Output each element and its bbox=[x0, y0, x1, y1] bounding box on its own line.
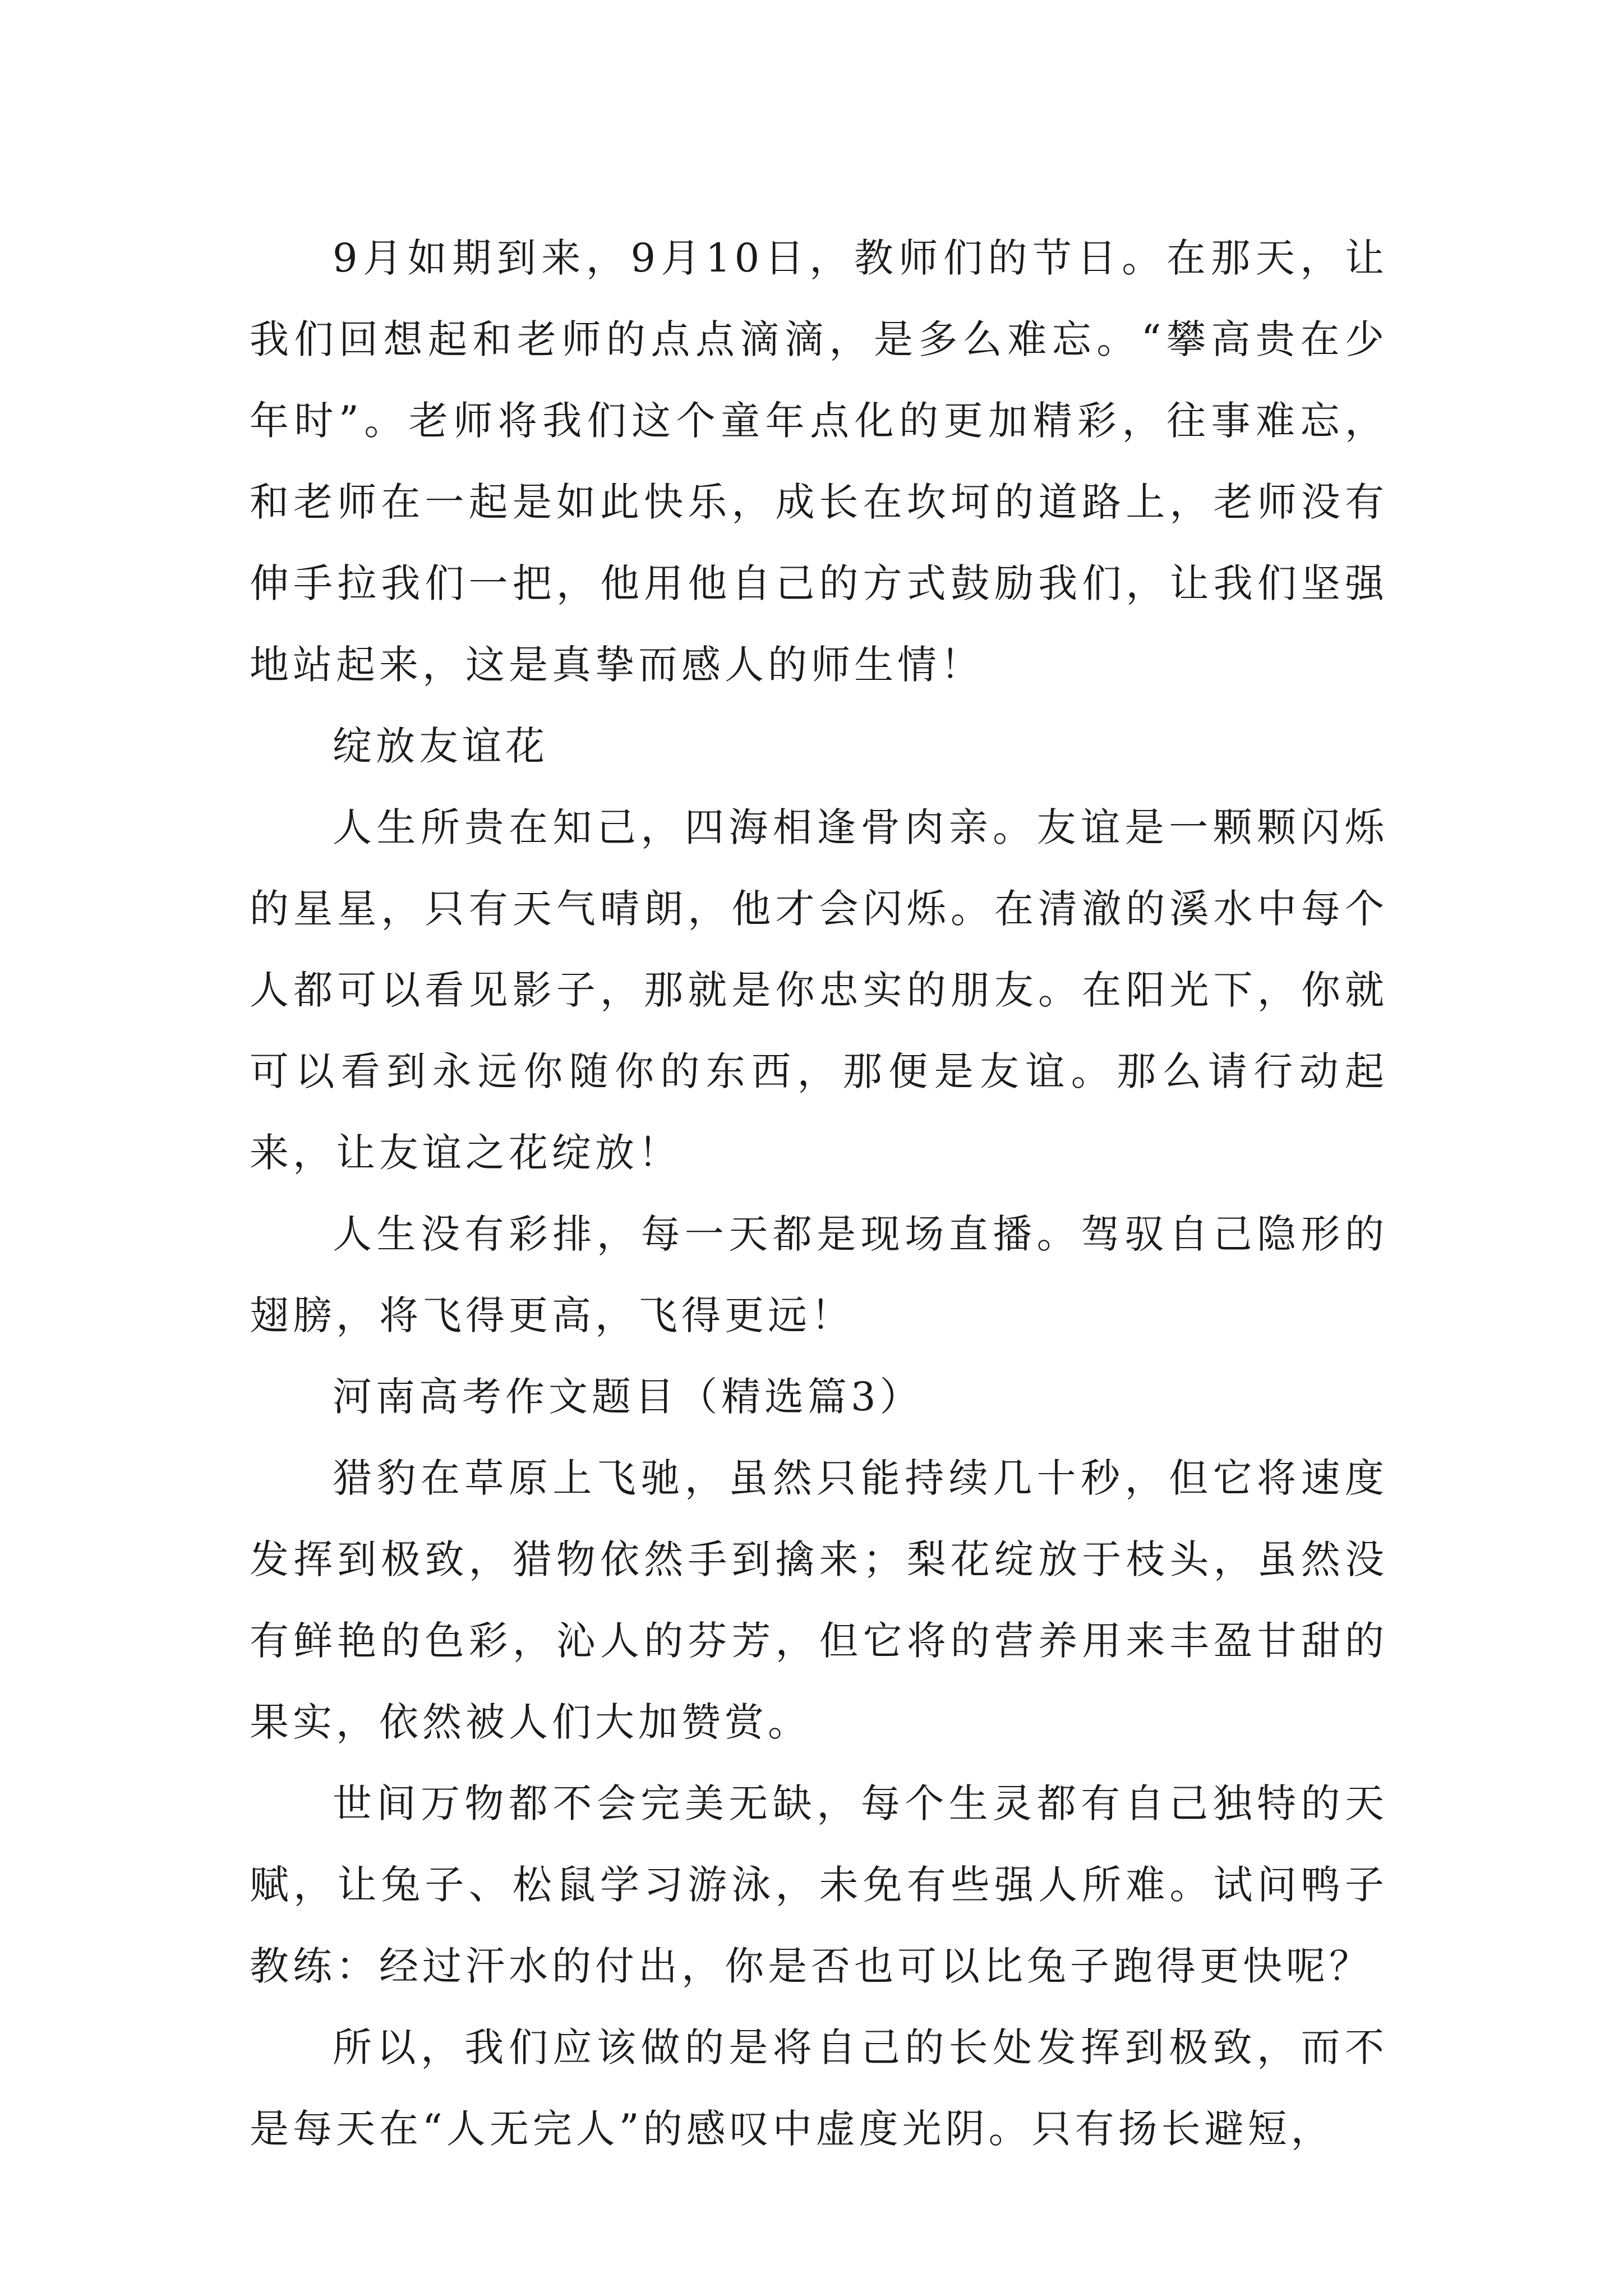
paragraph-talent: 世间万物都不会完美无缺，每个生灵都有自己独特的天赋，让兔子、松鼠学习游泳，未免有些强人所难。试问鸭子教练：经过汗水的付出，你是否也可以比兔子跑得更快呢？ bbox=[250, 1780, 1388, 1989]
paragraph-life-live: 人生没有彩排，每一天都是现场直播。驾驭自己隐形的翅膀，将飞得更高，飞得更远！ bbox=[250, 1211, 1388, 1338]
section-heading-essay-3: 河南高考作文题目（精选篇3） bbox=[333, 1374, 923, 1420]
section-heading-friendship: 绽放友谊花 bbox=[333, 723, 548, 769]
paragraph-cheetah-pear: 猎豹在草原上飞驰，虽然只能持续几十秒，但它将速度发挥到极致，猎物依然手到擒来；梨花绽放于枝头，虽然没有鲜艳的色彩，沁人的芬芳，但它将的营养用来丰盈甘甜的果实，依然被人们大加赞赏。 bbox=[250, 1455, 1388, 1745]
document-body bbox=[250, 218, 1388, 2170]
paragraph-friendship: 人生所贵在知己，四海相逢骨肉亲。友谊是一颗颗闪烁的星星，只有天气晴朗，他才会闪烁。在清澈的溪水中每个人都可以看见影子，那就是你忠实的朋友。在阳光下，你就可以看到永远你随你的东西，那便是友谊。那么请行动起来，让友谊之花绽放！ bbox=[250, 804, 1388, 1176]
paragraph-strengths: 所以，我们应该做的是将自己的长处发挥到极致，而不是每天在“人无完人”的感叹中虚度光阴。只有扬长避短， bbox=[250, 2024, 1388, 2152]
paragraph-teachers-day: 9月如期到来，9月10日，教师们的节日。在那天，让我们回想起和老师的点点滴滴，是多么难忘。“攀高贵在少年时”。老师将我们这个童年点化的更加精彩，往事难忘，和老师在一起是如此快乐，成长在坎坷的道路上，老师没有伸手拉我们一把，他用他自己的方式鼓励我们，让我们坚强地站起来，这是真挚而感人的师生情！ bbox=[250, 235, 1388, 688]
